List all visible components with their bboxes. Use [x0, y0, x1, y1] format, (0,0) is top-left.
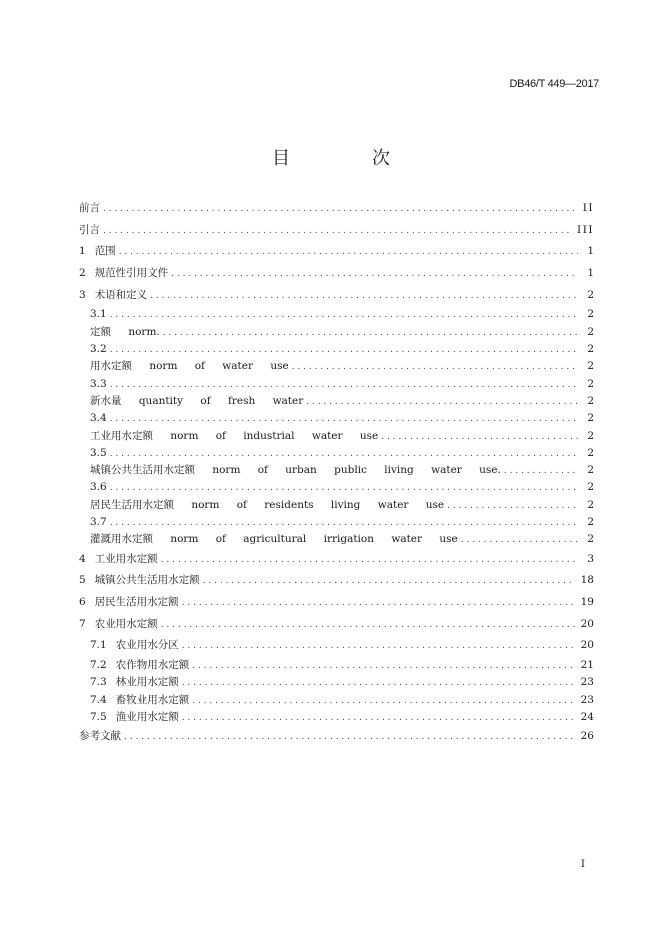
toc-entry-label: 规范性引用文件 — [94, 267, 169, 280]
toc-entry-page: 20 — [580, 617, 594, 630]
toc-entry-page: 1 — [587, 245, 594, 258]
toc-entry-number: 7.3 — [90, 676, 107, 689]
dot-leader — [182, 636, 575, 658]
toc-entry-label: 工业用水定额 norm of industrial water use — [90, 429, 379, 442]
toc-entry-label: 居民生活用水定额 norm of residents living water use — [90, 498, 445, 511]
toc-entry-page: 23 — [580, 676, 594, 689]
dot-leader — [103, 199, 577, 221]
toc-entry-page: 18 — [580, 574, 594, 587]
toc-entry-label: 3.5 — [90, 446, 107, 459]
dot-leader — [110, 515, 578, 532]
toc-entry[interactable] — [79, 692, 594, 709]
toc-entry-number: 7.2 — [90, 659, 107, 672]
toc-entry[interactable] — [79, 324, 594, 341]
dot-leader — [461, 532, 578, 549]
toc-entry-label: 用水定额 norm of water use — [90, 360, 289, 373]
toc-entry-label: 3.3 — [90, 377, 107, 390]
toc-entry-number: 3 — [79, 288, 86, 301]
dot-leader — [182, 710, 575, 727]
toc-entry-page: 26 — [580, 730, 594, 743]
toc-entry-label: 定额 norm. — [90, 325, 160, 338]
toc-entry-page: 2 — [587, 481, 594, 494]
dot-leader — [192, 693, 574, 710]
toc-entry-page: 19 — [580, 595, 594, 608]
toc-entry-label: 引言 — [79, 223, 100, 236]
toc-entry-label: 参考文献 — [79, 730, 121, 743]
toc-entry-label: 术语和定义 — [94, 288, 148, 301]
toc-entry-page: 2 — [587, 377, 594, 390]
page-number: I — [580, 858, 585, 870]
dot-leader — [161, 615, 575, 637]
dot-leader — [182, 593, 575, 615]
toc-entry[interactable] — [79, 674, 594, 691]
toc-entry-page: 1 — [587, 267, 594, 280]
toc-entry[interactable] — [79, 358, 594, 375]
dot-leader — [110, 480, 578, 497]
toc-entry-number: 7 — [79, 617, 86, 630]
toc-entry-label: 灌溉用水定额 norm of agricultural irrigation water use — [90, 533, 458, 546]
toc-entry[interactable] — [79, 657, 594, 674]
toc-entry-page: 2 — [587, 516, 594, 528]
toc-entry-page: 2 — [587, 343, 594, 356]
toc-entry-label: 农作物用水定额 — [115, 659, 190, 672]
toc-entry-page: III — [577, 223, 594, 236]
toc-entry-label: 工业用水定额 — [94, 552, 158, 565]
toc-entry[interactable] — [79, 549, 594, 571]
toc-entry[interactable] — [79, 198, 594, 220]
toc-entry-label: 林业用水定额 — [115, 676, 179, 689]
toc-entry-label: 3.2 — [90, 343, 107, 356]
toc-entry-page: 2 — [587, 464, 594, 477]
dot-leader — [124, 727, 575, 749]
toc-entry[interactable] — [79, 306, 594, 323]
toc-entry-label: 畜牧业用水定额 — [115, 693, 190, 706]
toc-entry-label: 城镇公共生活用水定额 — [94, 574, 200, 587]
toc-entry-label: 新水量 quantity of fresh water — [90, 394, 304, 407]
toc-entry-number: 7.4 — [90, 693, 107, 706]
dot-leader — [504, 463, 578, 480]
toc-entry[interactable] — [79, 462, 594, 479]
toc-entry[interactable] — [79, 614, 594, 636]
toc-entry-label: 3.4 — [90, 412, 107, 425]
toc-entry-page: 2 — [587, 412, 594, 425]
dot-leader — [150, 286, 578, 308]
dot-leader — [110, 342, 578, 359]
toc-entry-label: 3.7 — [90, 516, 107, 528]
toc-entry-label: 3.6 — [90, 481, 107, 494]
toc-entry[interactable] — [79, 428, 594, 445]
toc-entry[interactable] — [79, 592, 594, 614]
dot-leader — [161, 550, 578, 572]
dot-leader — [381, 429, 578, 446]
toc-entry-label: 农业用水分区 — [115, 639, 179, 652]
toc-entry-page: 2 — [587, 325, 594, 338]
toc-entry-label: 城镇公共生活用水定额 norm of urban public living water use. — [90, 464, 501, 477]
toc-entry-page: 2 — [587, 533, 594, 546]
toc-entry-number: 7.5 — [90, 710, 107, 723]
dot-leader — [110, 307, 578, 324]
dot-leader — [292, 359, 578, 376]
toc-entry-page: 2 — [587, 446, 594, 459]
dot-leader — [447, 498, 578, 515]
toc-entry-page: 3 — [587, 552, 594, 565]
toc-entry[interactable] — [79, 410, 594, 427]
dot-leader — [182, 675, 575, 692]
toc-entry[interactable] — [79, 570, 594, 592]
toc-entry-page: 2 — [587, 429, 594, 442]
toc-entry[interactable] — [79, 393, 594, 410]
toc-entry-page: 2 — [587, 394, 594, 407]
toc-entry[interactable] — [79, 376, 594, 393]
toc-entry-label: 3.1 — [90, 308, 107, 321]
dot-leader — [163, 325, 578, 342]
toc-entry-page: 2 — [587, 498, 594, 511]
toc-entry-number: 1 — [79, 245, 86, 258]
toc-title: 目 次 — [272, 148, 422, 169]
toc-entry[interactable] — [79, 726, 594, 748]
toc-entry-number: 2 — [79, 267, 86, 280]
document-code: DB46/T 449—2017 — [509, 78, 599, 90]
toc-entry[interactable] — [79, 220, 594, 242]
toc-entry-number: 5 — [79, 574, 86, 587]
toc-entry[interactable] — [79, 514, 594, 531]
dot-leader — [110, 446, 578, 463]
toc-entry[interactable] — [79, 709, 594, 726]
toc-entry[interactable] — [79, 497, 594, 514]
dot-leader — [110, 377, 578, 394]
toc-entry-page: 24 — [580, 710, 594, 723]
toc-entry[interactable] — [79, 531, 594, 548]
toc-entry[interactable] — [79, 263, 594, 285]
toc-entry-page: 23 — [580, 693, 594, 706]
toc-entry[interactable] — [79, 241, 594, 263]
toc-entry[interactable] — [79, 635, 594, 657]
toc-entry-page: 20 — [580, 639, 594, 652]
dot-leader — [306, 394, 578, 411]
toc-entry-page: 21 — [580, 659, 594, 672]
dot-leader — [119, 242, 578, 264]
toc-entry[interactable] — [79, 285, 594, 307]
toc-entry-page: 2 — [587, 288, 594, 301]
toc-entry-label: 居民生活用水定额 — [94, 595, 179, 608]
toc-entry[interactable] — [79, 445, 594, 462]
table-of-contents — [79, 198, 594, 748]
toc-entry-page: II — [582, 202, 594, 214]
toc-entry[interactable] — [79, 341, 594, 358]
toc-entry-number: 6 — [79, 595, 86, 608]
toc-entry[interactable] — [79, 479, 594, 496]
dot-leader — [192, 658, 574, 675]
toc-entry-label: 前言 — [79, 202, 100, 214]
toc-entry-page: 2 — [587, 360, 594, 373]
dot-leader — [171, 264, 578, 286]
toc-entry-label: 农业用水定额 — [94, 617, 158, 630]
toc-entry-number: 7.1 — [90, 639, 107, 652]
toc-entry-label: 范围 — [94, 245, 116, 258]
dot-leader — [103, 221, 571, 243]
toc-entry-number: 4 — [79, 552, 86, 565]
dot-leader — [203, 571, 575, 593]
toc-entry-label: 渔业用水定额 — [115, 710, 179, 723]
toc-entry-page: 2 — [587, 308, 594, 321]
dot-leader — [110, 411, 578, 428]
